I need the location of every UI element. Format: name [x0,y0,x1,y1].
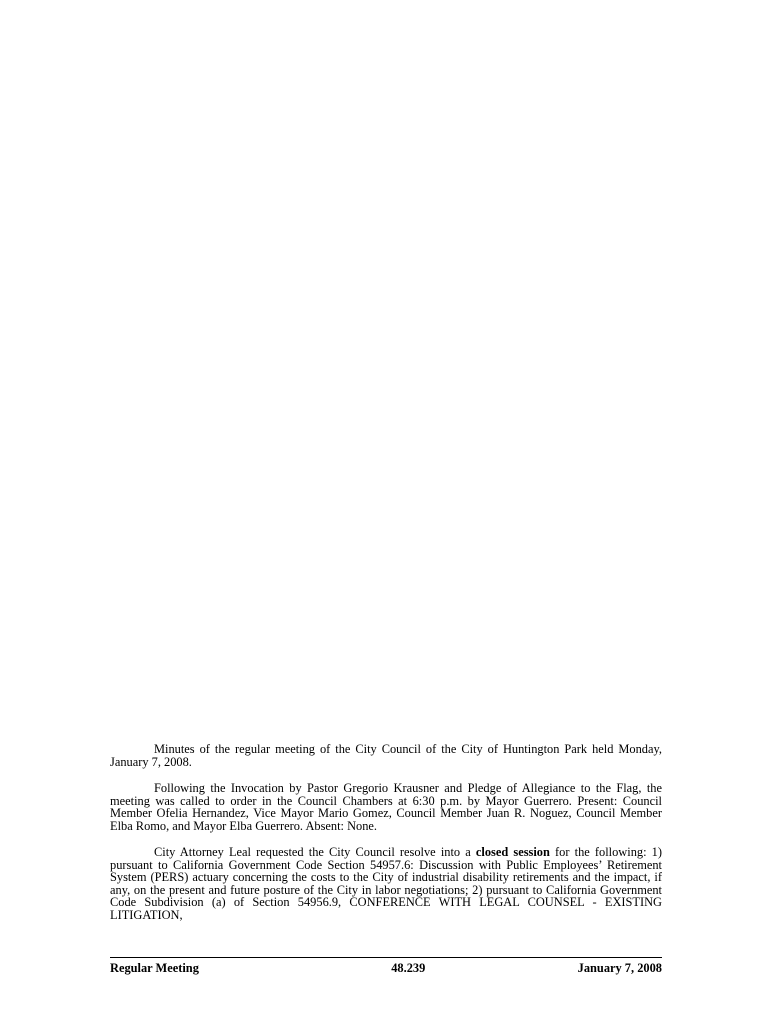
footer-date: January 7, 2008 [577,960,662,975]
minutes-body [110,743,662,935]
footer-divider [110,957,662,958]
closed-session-text-after: for the following: 1) pursuant to California Government Code Section 54957.6: Discussion with Public Employees’ Retirement System (PERS) actuary concerning the costs to the City of industrial disability retirements and the impact, if any, on the present and future posture of the City in labor negotiations; 2) pursuant to California Government Code Subdivision (a) of Section 54956.9, CONFERENCE WITH LEGAL COUNSEL - EXISTING LITIGATION, [110,845,662,922]
minutes-intro-paragraph: Minutes of the regular meeting of the City Council of the City of Huntington Park held Monday, January 7, 2008. [110,742,662,769]
closed-session-text-before: City Attorney Leal requested the City Council resolve into a [154,845,476,859]
footer-page-number: 48.239 [391,960,426,975]
closed-session-paragraph [110,846,662,921]
closed-session-bold-term: closed session [475,845,550,859]
page-footer [110,960,662,976]
footer-meeting-type: Regular Meeting [110,960,199,975]
call-to-order-paragraph: Following the Invocation by Pastor Gregorio Krausner and Pledge of Allegiance to the Flag, the meeting was called to order in the Council Chambers at 6:30 p.m. by Mayor Guerrero. Present: Council Member Ofelia Hernandez, Vice Mayor Mario Gomez, Council Member Juan R. Noguez, Council Member Elba Romo, and Mayor Elba Guerrero. Absent: None. [110,781,662,833]
